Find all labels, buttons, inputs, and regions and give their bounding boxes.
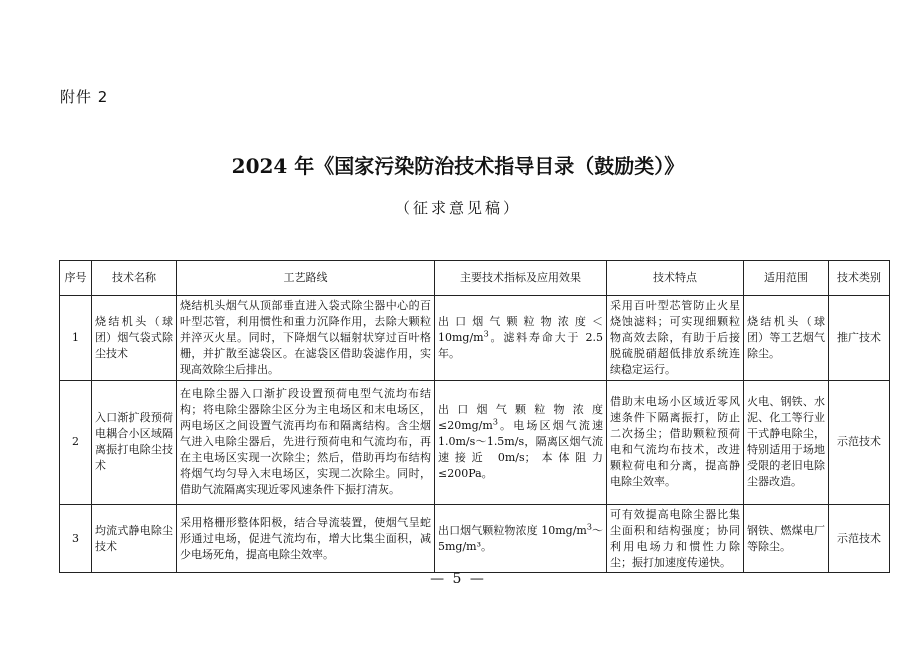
cell-index xyxy=(435,504,607,573)
page-number: — 5 — xyxy=(430,571,486,587)
cell-category: 示范技术 xyxy=(829,504,890,573)
cell-scope: 烧结机头（球团）等工艺烟气除尘。 xyxy=(744,296,829,381)
cell-index xyxy=(435,380,607,504)
index-superscript: 3 xyxy=(586,521,592,531)
index-superscript: 3 xyxy=(492,417,498,427)
document-title: 2024 年《国家污染防治技术指导目录（鼓励类）》 xyxy=(231,154,685,178)
cell-no: 3 xyxy=(60,504,92,573)
attachment-label: 附件 2 xyxy=(60,88,109,106)
cell-feature: 可有效提高电除尘器比集尘面积和结构强度；协同利用电场力和惯性力除尘；振打加速度传递快。 xyxy=(607,504,744,573)
header-name: 技术名称 xyxy=(92,261,177,296)
cell-name: 烧结机头（球团）烟气袋式除尘技术 xyxy=(92,296,177,381)
index-text: 出口烟气颗粒物浓度 10mg/m xyxy=(438,523,587,537)
index-text: 出口烟气颗粒物浓度≤20mg/m xyxy=(438,403,603,433)
document-subtitle: （征求意见稿） xyxy=(394,199,521,217)
cell-no: 1 xyxy=(60,296,92,381)
cell-scope: 钢铁、燃煤电厂等除尘。 xyxy=(744,504,829,573)
header-feature: 技术特点 xyxy=(607,261,744,296)
table-header-row xyxy=(60,261,890,296)
index-text-tail: 。滤料寿命大于 2.5 年。 xyxy=(438,330,603,360)
header-index: 主要技术指标及应用效果 xyxy=(435,261,607,296)
cell-scope: 火电、钢铁、水泥、化工等行业干式静电除尘，特别适用于场地受限的老旧电除尘器改造。 xyxy=(744,380,829,504)
cell-feature: 采用百叶型芯管防止火星烧蚀滤料；可实现细颗粒物高效去除，有助于后接脱硫脱硝超低排放系统连续稳定运行。 xyxy=(607,296,744,381)
index-text-tail: ～5mg/m³。 xyxy=(438,523,603,553)
cell-route: 在电除尘器入口渐扩段设置预荷电型气流均布结构；将电除尘器除尘区分为主电场区和末电场区，两电场区之间设置气流再均布和隔离结构。含尘烟气进入电除尘器后，先进行预荷电和气流均布，再在主电场区实现一次除尘；然后，借助再均布结构将烟气均匀导入末电场区，实现二次除尘。同时，借助气流隔离实现近零风速条件下振打清灰。 xyxy=(177,380,435,504)
cell-route: 烧结机头烟气从顶部垂直进入袋式除尘器中心的百叶型芯管，利用惯性和重力沉降作用，去除大颗粒并淬灭火星。同时，下降烟气以辐射状穿过百叶格栅，并扩散至滤袋区。在滤袋区借助袋滤作用，实现高效除尘后排出。 xyxy=(177,296,435,381)
cell-category: 示范技术 xyxy=(829,380,890,504)
header-no: 序号 xyxy=(60,261,92,296)
header-category: 技术类别 xyxy=(829,261,890,296)
cell-feature: 借助末电场小区域近零风速条件下隔离振打，防止二次扬尘；借助颗粒预荷电和气流均布技术，改进颗粒荷电和分离，提高静电除尘效率。 xyxy=(607,380,744,504)
technology-catalog-table xyxy=(59,260,890,573)
table-row xyxy=(60,296,890,381)
header-route: 工艺路线 xyxy=(177,261,435,296)
index-text-tail: 。电场区烟气流速 1.0m/s～1.5m/s，隔离区烟气流速接近 0m/s；本体阻力≤200Pa。 xyxy=(438,419,603,481)
cell-no: 2 xyxy=(60,380,92,504)
table-row xyxy=(60,504,890,573)
cell-name: 均流式静电除尘技术 xyxy=(92,504,177,573)
cell-name: 入口渐扩段预荷电耦合小区域隔离振打电除尘技术 xyxy=(92,380,177,504)
index-text: 出口烟气颗粒物浓度＜10mg/m xyxy=(438,314,603,344)
cell-route: 采用格栅形整体阳极，结合导流装置，使烟气呈蛇形通过电场，促进气流均布，增大比集尘面积，减少电场死角，提高电除尘效率。 xyxy=(177,504,435,573)
header-scope: 适用范围 xyxy=(744,261,829,296)
index-superscript: 3 xyxy=(483,329,489,339)
cell-category: 推广技术 xyxy=(829,296,890,381)
cell-index xyxy=(435,296,607,381)
table-row xyxy=(60,380,890,504)
